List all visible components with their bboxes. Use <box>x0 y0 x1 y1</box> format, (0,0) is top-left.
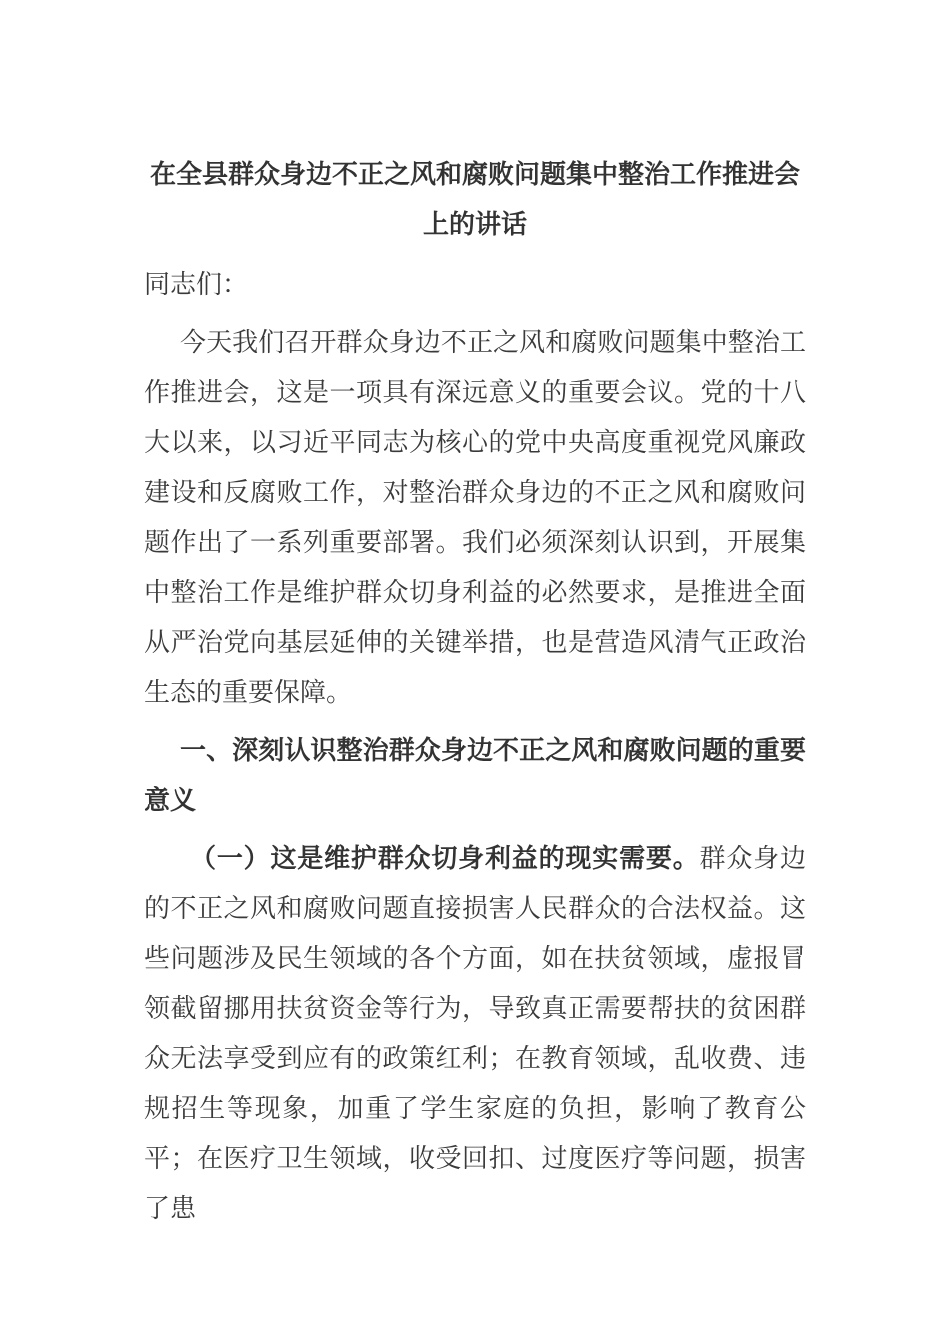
section-heading-1: 一、深刻认识整治群众身边不正之风和腐败问题的重要意义 <box>144 736 806 816</box>
title-line-1: 在全县群众身边不正之风和腐败问题集中整治工作推进会 <box>149 160 800 190</box>
subsection-text-1: 群众身边的不正之风和腐败问题直接损害人民群众的合法权益。这些问题涉及民生领域的各个方面，如在扶贫领域，虚报冒领截留挪用扶贫资金等行为，导致真正需要帮扶的贫困群众无法享受到应有的政策红利；在教育领域，乱收费、违规招生等现象，加重了学生家庭的负担，影响了教育公平；在医疗卫生领域，收受回扣、过度医疗等问题，损害了患 <box>144 844 806 1224</box>
document-body <box>144 150 806 1234</box>
salutation: 同志们： <box>144 270 249 300</box>
document-title <box>144 150 806 250</box>
subsection-paragraph-1 <box>144 834 806 1234</box>
subsection-lead-1: （一）这是维护群众切身利益的现实需要。 <box>190 844 700 874</box>
intro-paragraph: 今天我们召开群众身边不正之风和腐败问题集中整治工作推进会，这是一项具有深远意义的重要会议。党的十八大以来，以习近平同志为核心的党中央高度重视党风廉政建设和反腐败工作，对整治群众身边的不正之风和腐败问题作出了一系列重要部署。我们必须深刻认识到，开展集中整治工作是维护群众切身利益的必然要求，是推进全面从严治党向基层延伸的关键举措，也是营造风清气正政治生态的重要保障。 <box>144 328 806 708</box>
title-line-2: 上的讲话 <box>422 210 527 240</box>
